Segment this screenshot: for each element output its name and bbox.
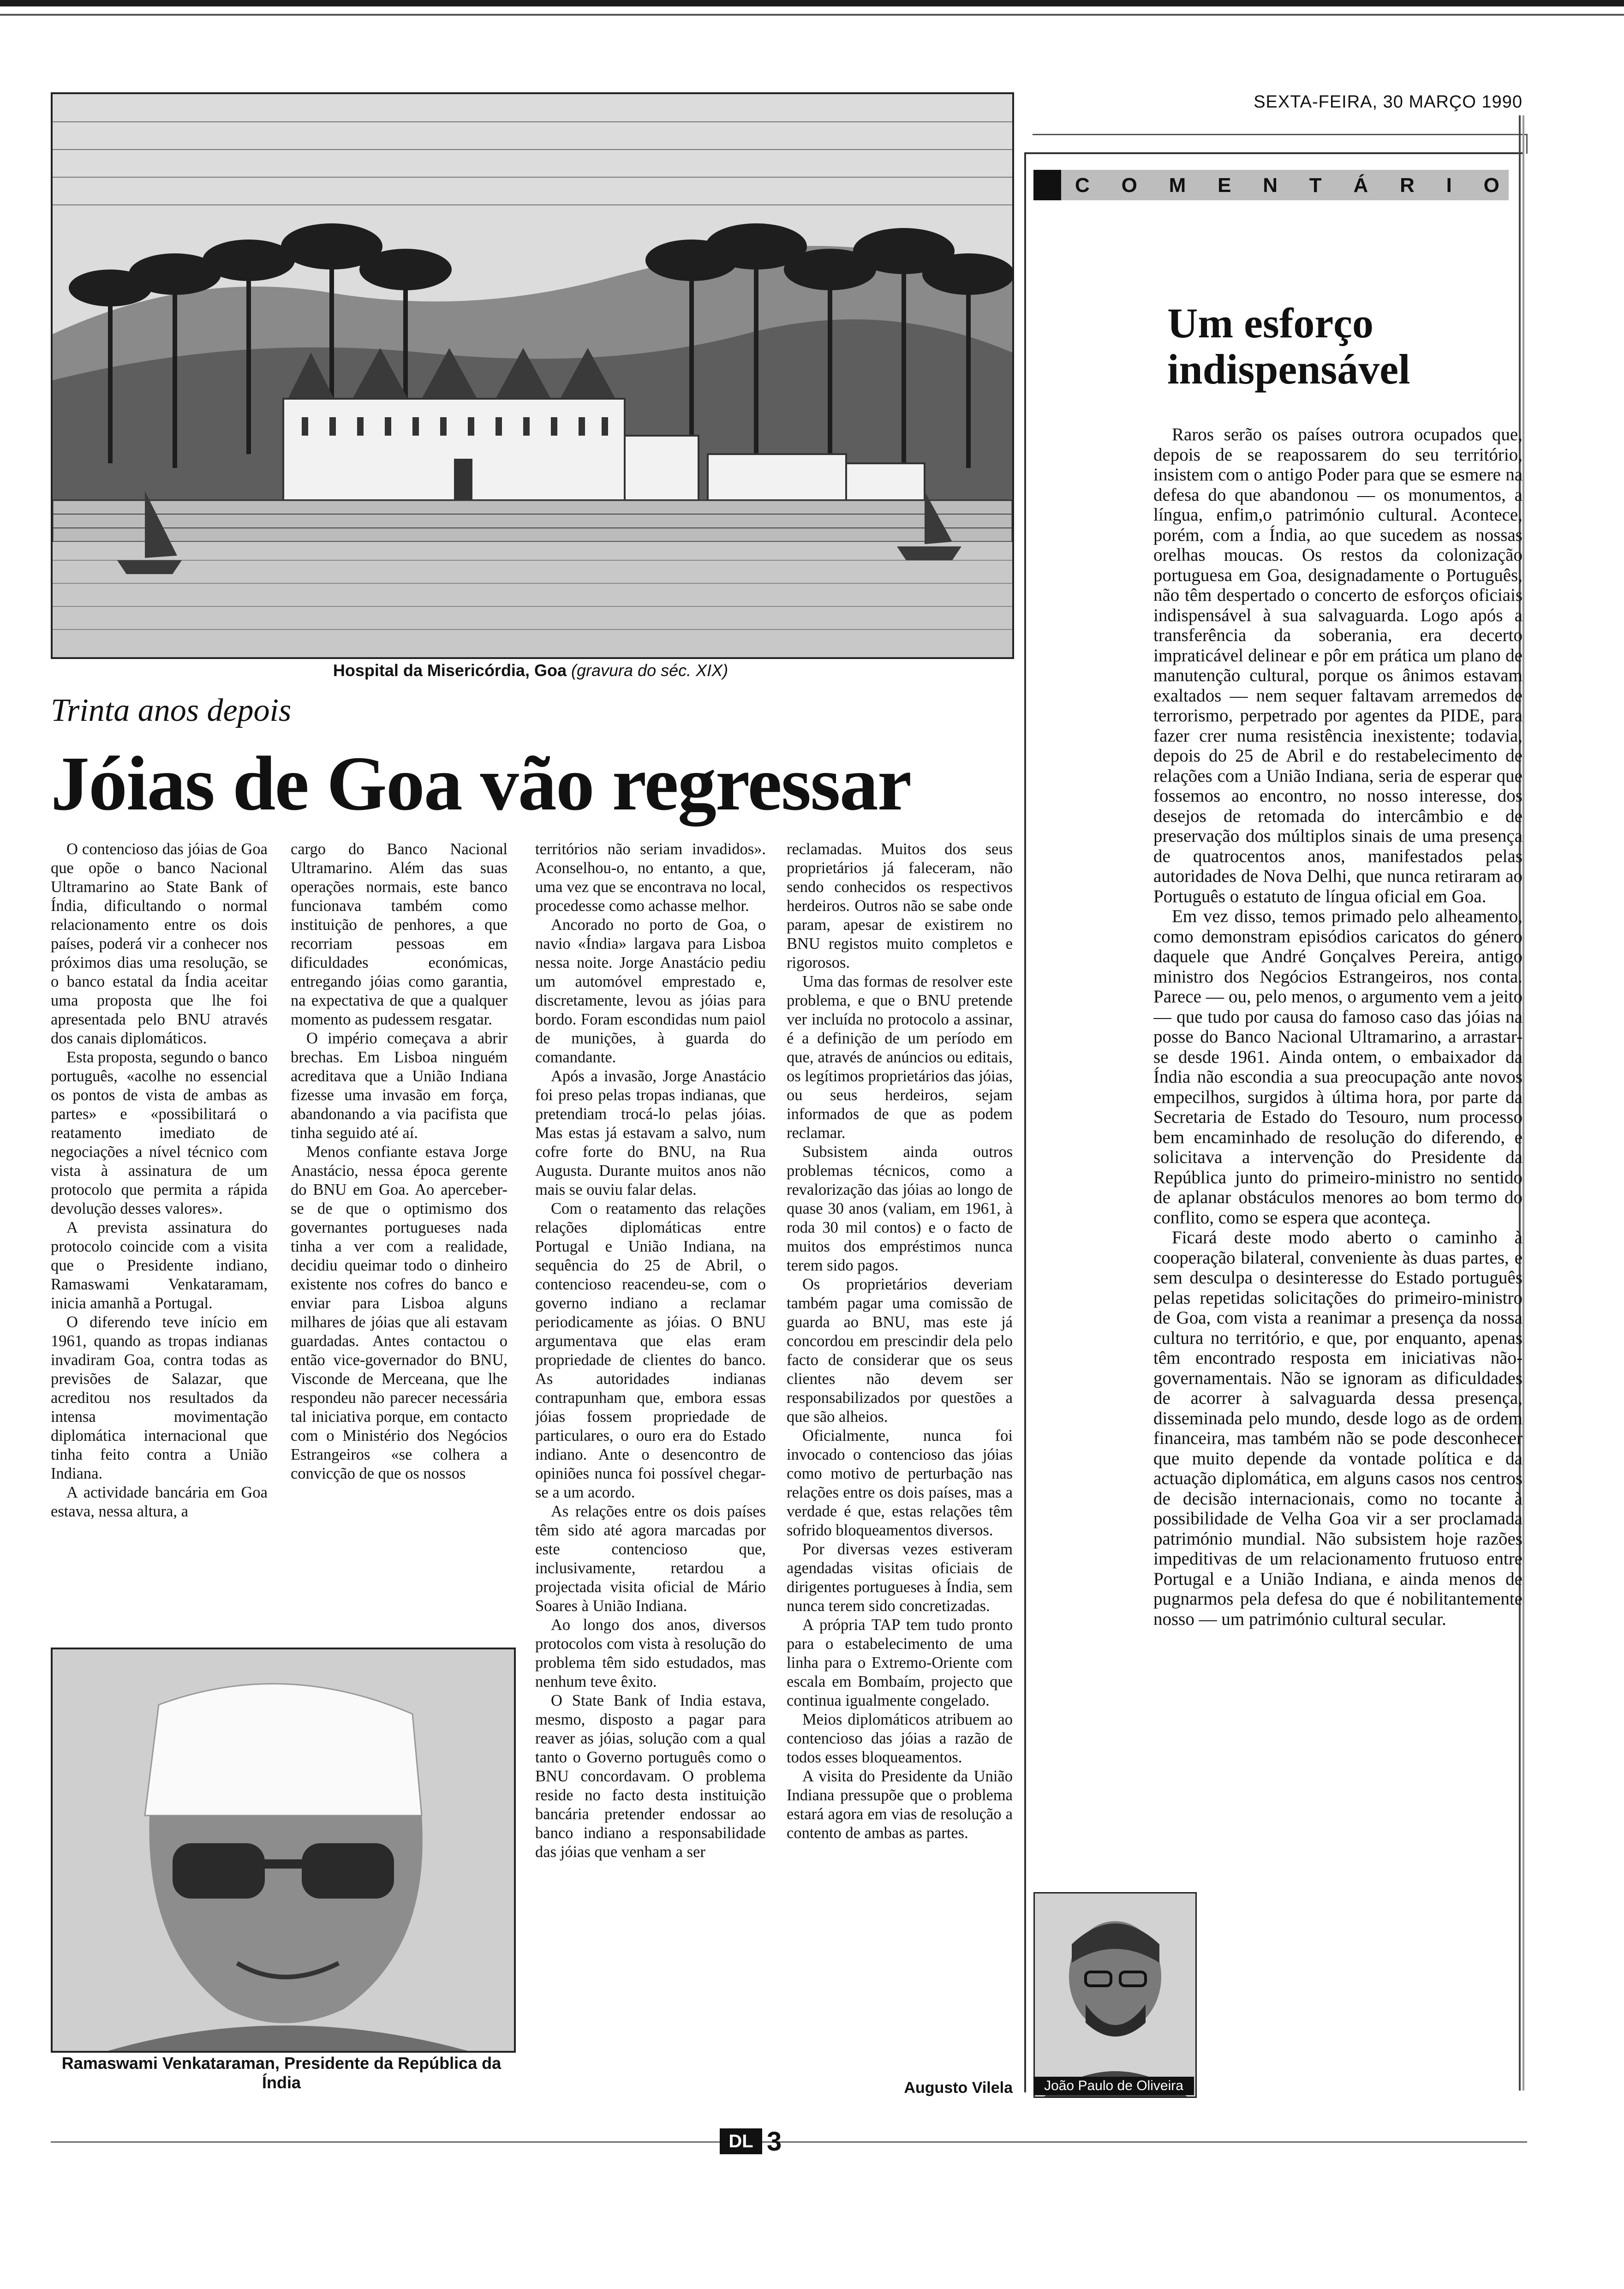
paragraph: A visita do Presidente da União Indiana pressupõe que o problema estará agora em vias de resolução a contento de ambas as partes. (787, 1768, 1013, 1842)
top-rule (0, 0, 1624, 6)
section-letter: M (1169, 174, 1186, 197)
paragraph: A actividade bancária em Goa estava, nessa altura, a (51, 1484, 268, 1520)
section-letter: R (1400, 174, 1415, 197)
section-letter: O (1121, 174, 1137, 197)
paragraph: Esta proposta, segundo o banco português, «acolhe no essencial os pontos de vista de ambas as partes» e «possibilitará o reatamento imediato de negociações a nível técnico com vista à assinatura de um protocolo que permita a rápida devolução desses valores». (51, 1049, 268, 1217)
article-column-3 (535, 840, 766, 2137)
page-footer (720, 2123, 858, 2160)
paragraph: Meios diplomáticos atribuem ao contencioso das jóias a razão de todos esses bloqueamentos. (787, 1711, 1013, 1766)
section-letter: Á (1353, 174, 1368, 197)
article-column-4 (787, 840, 1013, 2081)
comment-section-label (1066, 172, 1509, 199)
paragraph: Oficialmente, nunca foi invocado o contencioso das jóias como motivo de perturbação nas relações entre os dois países, mas a verdade é que, estas relações têm sofrido bloqueamentos diversos. (787, 1427, 1013, 1539)
paragraph: Com o reatamento das relações relações diplomáticas entre Portugal e União Indiana, na sequência do 25 de Abril, o contencioso reacendeu-se, com o governo indiano a reclamar periodicamente as jóias. O BNU argumentava que elas eram propriedade de clientes do banco. As autoridades indianas contrapunham que, embora essas jóias fossem propriedade de particulares, o ouro era do Estado indiano. Ante o desencontro de opiniões nunca foi possível chegar-se a um acordo. (535, 1200, 766, 1501)
paragraph: Ficará deste modo aberto o caminho à cooperação bilateral, conveniente às duas partes, e sem desculpa o desinteresse do Estado português pelas repetidas solicitações do primeiro-ministro de Goa, com vista a reanimar a presença da nossa cultura no território, e que, por enquanto, apenas têm encontrado resposta em iniciativas não-governamentais. Não se ignoram as dificuldades de acorrer à salvaguarda dessa presença, disseminada pelo mundo, desde logo as de ordem financeira, mas também não se pode desconhecer que muito depende da vontade política e da actuação diplomática, em alguns casos nos centros de decisão internacionais, como no tocante à possibilidade de Velha Goa vir a ser proclamada património mundial. Não subsistem hoje razões impeditivas de um relacionamento frutuoso entre Portugal e a União Indiana, e ainda menos de pugnarmos pela defesa do que é nobilitantemente nosso — um património cultural secular. (1153, 1228, 1522, 1629)
author-photo-label: João Paulo de Oliveira (1033, 2077, 1194, 2095)
president-portrait-photo (51, 1648, 516, 2053)
section-letter: E (1218, 174, 1231, 197)
comment-section-square (1033, 170, 1061, 200)
newspaper-logo: DL (720, 2128, 762, 2154)
paragraph: Ancorado no porto de Goa, o navio «Índia» largava para Lisboa nessa noite. Jorge Anastácio pediu um automóvel emprestado e, discretamente, levou as jóias para bordo. Foram escondidas num paiol de munições, à guarda do comandante. (535, 916, 766, 1066)
section-letter: N (1263, 174, 1278, 197)
article-column-1 (51, 840, 268, 1624)
paragraph: A própria TAP tem tudo pronto para o estabelecimento de uma linha para o Extremo-Oriente com escala em Bombaím, projecto que continua igualmente congelado. (787, 1616, 1013, 1709)
paragraph: As relações entre os dois países têm sido até agora marcadas por este contencioso que, inclusivamente, retardou a projectada visita oficial de Mário Soares à União Indiana. (535, 1503, 766, 1615)
paragraph: Os proprietários deveriam também pagar uma comissão de guarda ao BNU, mas este já concordou em prescindir dela pelo facto de considerar que os seus clientes não devem ser responsabilizados por questões a que são alheios. (787, 1276, 1013, 1426)
paragraph: Em vez disso, temos primado pelo alheamento, como demonstram episódios caricatos do género daquele que André Gonçalves Pereira, antigo ministro dos Negócios Estrangeiros, nos conta. Parece — ou, pelo menos, o argumento vem a jeito — que tudo por causa do famoso caso das jóias na posse do Banco Nacional Ultramarino, a arrastar-se desde 1961. Ainda ontem, o embaixador da Índia não escondia a sua preocupação ante novos empecilhos, surgidos à última hora, por parte da Secretaria de Estado do Tesouro, num processo bem encaminhado de resolução do diferendo, e solicitava a intervenção do Presidente da República junto do primeiro-ministro no sentido de aplanar obstáculos menores ao bom termo do conflito, como se espera que aconteça. (1153, 906, 1522, 1228)
comment-title: Um esforço indispensável (1167, 300, 1410, 393)
paragraph: Subsistem ainda outros problemas técnicos, como a revalorização das jóias ao longo de quase 30 anos (valiam, em 1961, à roda 30 mil contos) e o facto de muitos dos empréstimos nunca terem sido pagos. (787, 1143, 1013, 1274)
paragraph: Menos confiante estava Jorge Anastácio, nessa época gerente do BNU em Goa. Ao aperceber-se de que o optimismo dos governantes portugueses nada tinha a ver com a realidade, decidiu queimar todo o dinheiro existente nos cofres do banco e enviar para Lisboa alguns milhares de jóias que ali estavam guardadas. Antes contactou o então vice-governador do BNU, Visconde de Merceana, que lhe respondeu não parecer necessária tal iniciativa porque, em contacto com o Ministério dos Negócios Estrangeiros «se colhera a convicção de que os nossos (291, 1143, 508, 1482)
section-letter: I (1446, 174, 1452, 197)
paragraph: O diferendo teve início em 1961, quando as tropas indianas invadiram Goa, contra todas as previsões de Salazar, que acreditou nos resultados da intensa movimentação diplomática internacional que tinha feito contra a União Indiana. (51, 1313, 268, 1482)
comment-body (1153, 425, 1522, 2058)
paragraph: Por diversas vezes estiveram agendadas visitas oficiais de dirigentes portugueses à Índia, sem nunca terem sido concretizadas. (787, 1540, 1013, 1615)
article-author: Augusto Vilela (904, 2079, 1013, 2097)
portrait-caption: Ramaswami Venkataraman, Presidente da República da Índia (61, 2054, 502, 2092)
article-kicker: Trinta anos depois (51, 693, 292, 728)
paragraph: O State Bank of India estava, mesmo, disposto a pagar para reaver as jóias, solução com a qual tanto o Governo português como o BNU concordavam. O problema reside no facto desta instituição bancária pretender endossar ao banco indiano a responsabilidade das jóias que venham a ser (535, 1692, 766, 1861)
paragraph: O império começava a abrir brechas. Em Lisboa ninguém acreditava que a União Indiana fizesse uma invasão em força, abandonando a via pacifista que tinha seguido até aí. (291, 1030, 508, 1142)
paragraph: Após a invasão, Jorge Anastácio foi preso pelas tropas indianas, que pretendiam trocá-lo pelas jóias. Mas estas já estavam a salvo, num cofre forte do BNU, na Rua Augusta. Durante muitos anos não mais se ouviu falar delas. (535, 1067, 766, 1198)
paragraph: Ao longo dos anos, diversos protocolos com vista à resolução do problema têm sido estudados, mas nenhum teve êxito. (535, 1616, 766, 1690)
page-edge-rule-light (1522, 115, 1524, 2091)
section-letter: T (1309, 174, 1322, 197)
paragraph: territórios não seriam invadidos». Aconselhou-o, no entanto, a que, uma vez que se encontrava no local, procedesse como achasse melhor. (535, 840, 766, 915)
engraving-caption (51, 661, 1010, 680)
top-rule-thin (0, 14, 1624, 16)
paragraph: Uma das formas de resolver este problema, e que o BNU pretende ver incluída no protocolo a assinar, é a definição de um período em que, através de anúncios ou editais, os legítimos proprietários das jóias, ou seus herdeiros, sejam informados de que as podem reclamar. (787, 973, 1013, 1142)
paragraph: O contencioso das jóias de Goa que opõe o banco Nacional Ultramarino ao State Bank of Índia, dificultando o normal relacionamento entre os dois países, poderá vir a conhecer nos próximos dias uma resolução, se o banco estatal da Índia aceitar uma proposta que lhe foi apresentada pelo BNU através dos canais diplomáticos. (51, 840, 268, 1047)
author-photo (1033, 1892, 1197, 2098)
paragraph: cargo do Banco Nacional Ultramarino. Além das suas operações normais, este banco funcionava também como instituição de penhores, a que recorriam pessoas em dificuldades económicas, entregando jóias como garantia, na expectativa de que a qualquer momento as pudessem resgatar. (291, 840, 508, 1028)
paragraph: reclamadas. Muitos dos seus proprietários já faleceram, não sendo conhecidos os respectivos herdeiros. Outros não se sabe onde param, apesar de existirem no BNU registos muito completos e rigorosos. (787, 840, 1013, 971)
paragraph: Raros serão os países outrora ocupados que, depois de se reapossarem do seu território, insistem com o antigo Poder para que se esmere na defesa do que abandonou — os monumentos, a língua, enfim,o património cultural. Acontece, porém, com a Índia, ao que sucedem as nossas orelhas moucas. Os restos da colonização portuguesa em Goa, designadamente o Português, não têm despertado o concerto de esforços oficiais indispensável à sua salvaguarda. Logo após a transferência da soberania, era decerto impraticável delinear e pôr em prática um plano de manutenção cultural, porque os ânimos estavam exaltados — nem sequer faltavam arremedos de terrorismo, perpetrado por agentes da PIDE, para fazer crer numa resistência inexistente; todavia, depois do 25 de Abril e do restabelecimento de relações com a União Indiana, seria de esperar que fossemos ao encontro, no nosso interesse, dos desejos de retomada do intercâmbio e de preservação dos múltiplos sinais de uma presença de quatrocentos anos, manifestados pelas autoridades de Nova Delhi, que nunca retiraram ao Português o estatuto de língua oficial em Goa. (1153, 425, 1522, 906)
engraving-caption-note: (gravura do séc. XIX) (571, 661, 728, 680)
section-letter: C (1075, 174, 1090, 197)
dateline: SEXTA-FEIRA, 30 MARÇO 1990 (1254, 92, 1522, 112)
article-column-2 (291, 840, 508, 1624)
paragraph: A prevista assinatura do protocolo coincide com a visita que o Presidente indiano, Ramaswami Venkataramam, inicia amanhã a Portugal. (51, 1219, 268, 1312)
engraving-caption-title: Hospital da Misericórdia, Goa (333, 661, 567, 680)
section-letter: O (1483, 174, 1499, 197)
page-number: 3 (767, 2126, 782, 2157)
comment-box-shadow-rule (1033, 134, 1528, 154)
hospital-engraving-image (51, 92, 1014, 659)
article-headline: Jóias de Goa vão regressar (51, 741, 911, 827)
